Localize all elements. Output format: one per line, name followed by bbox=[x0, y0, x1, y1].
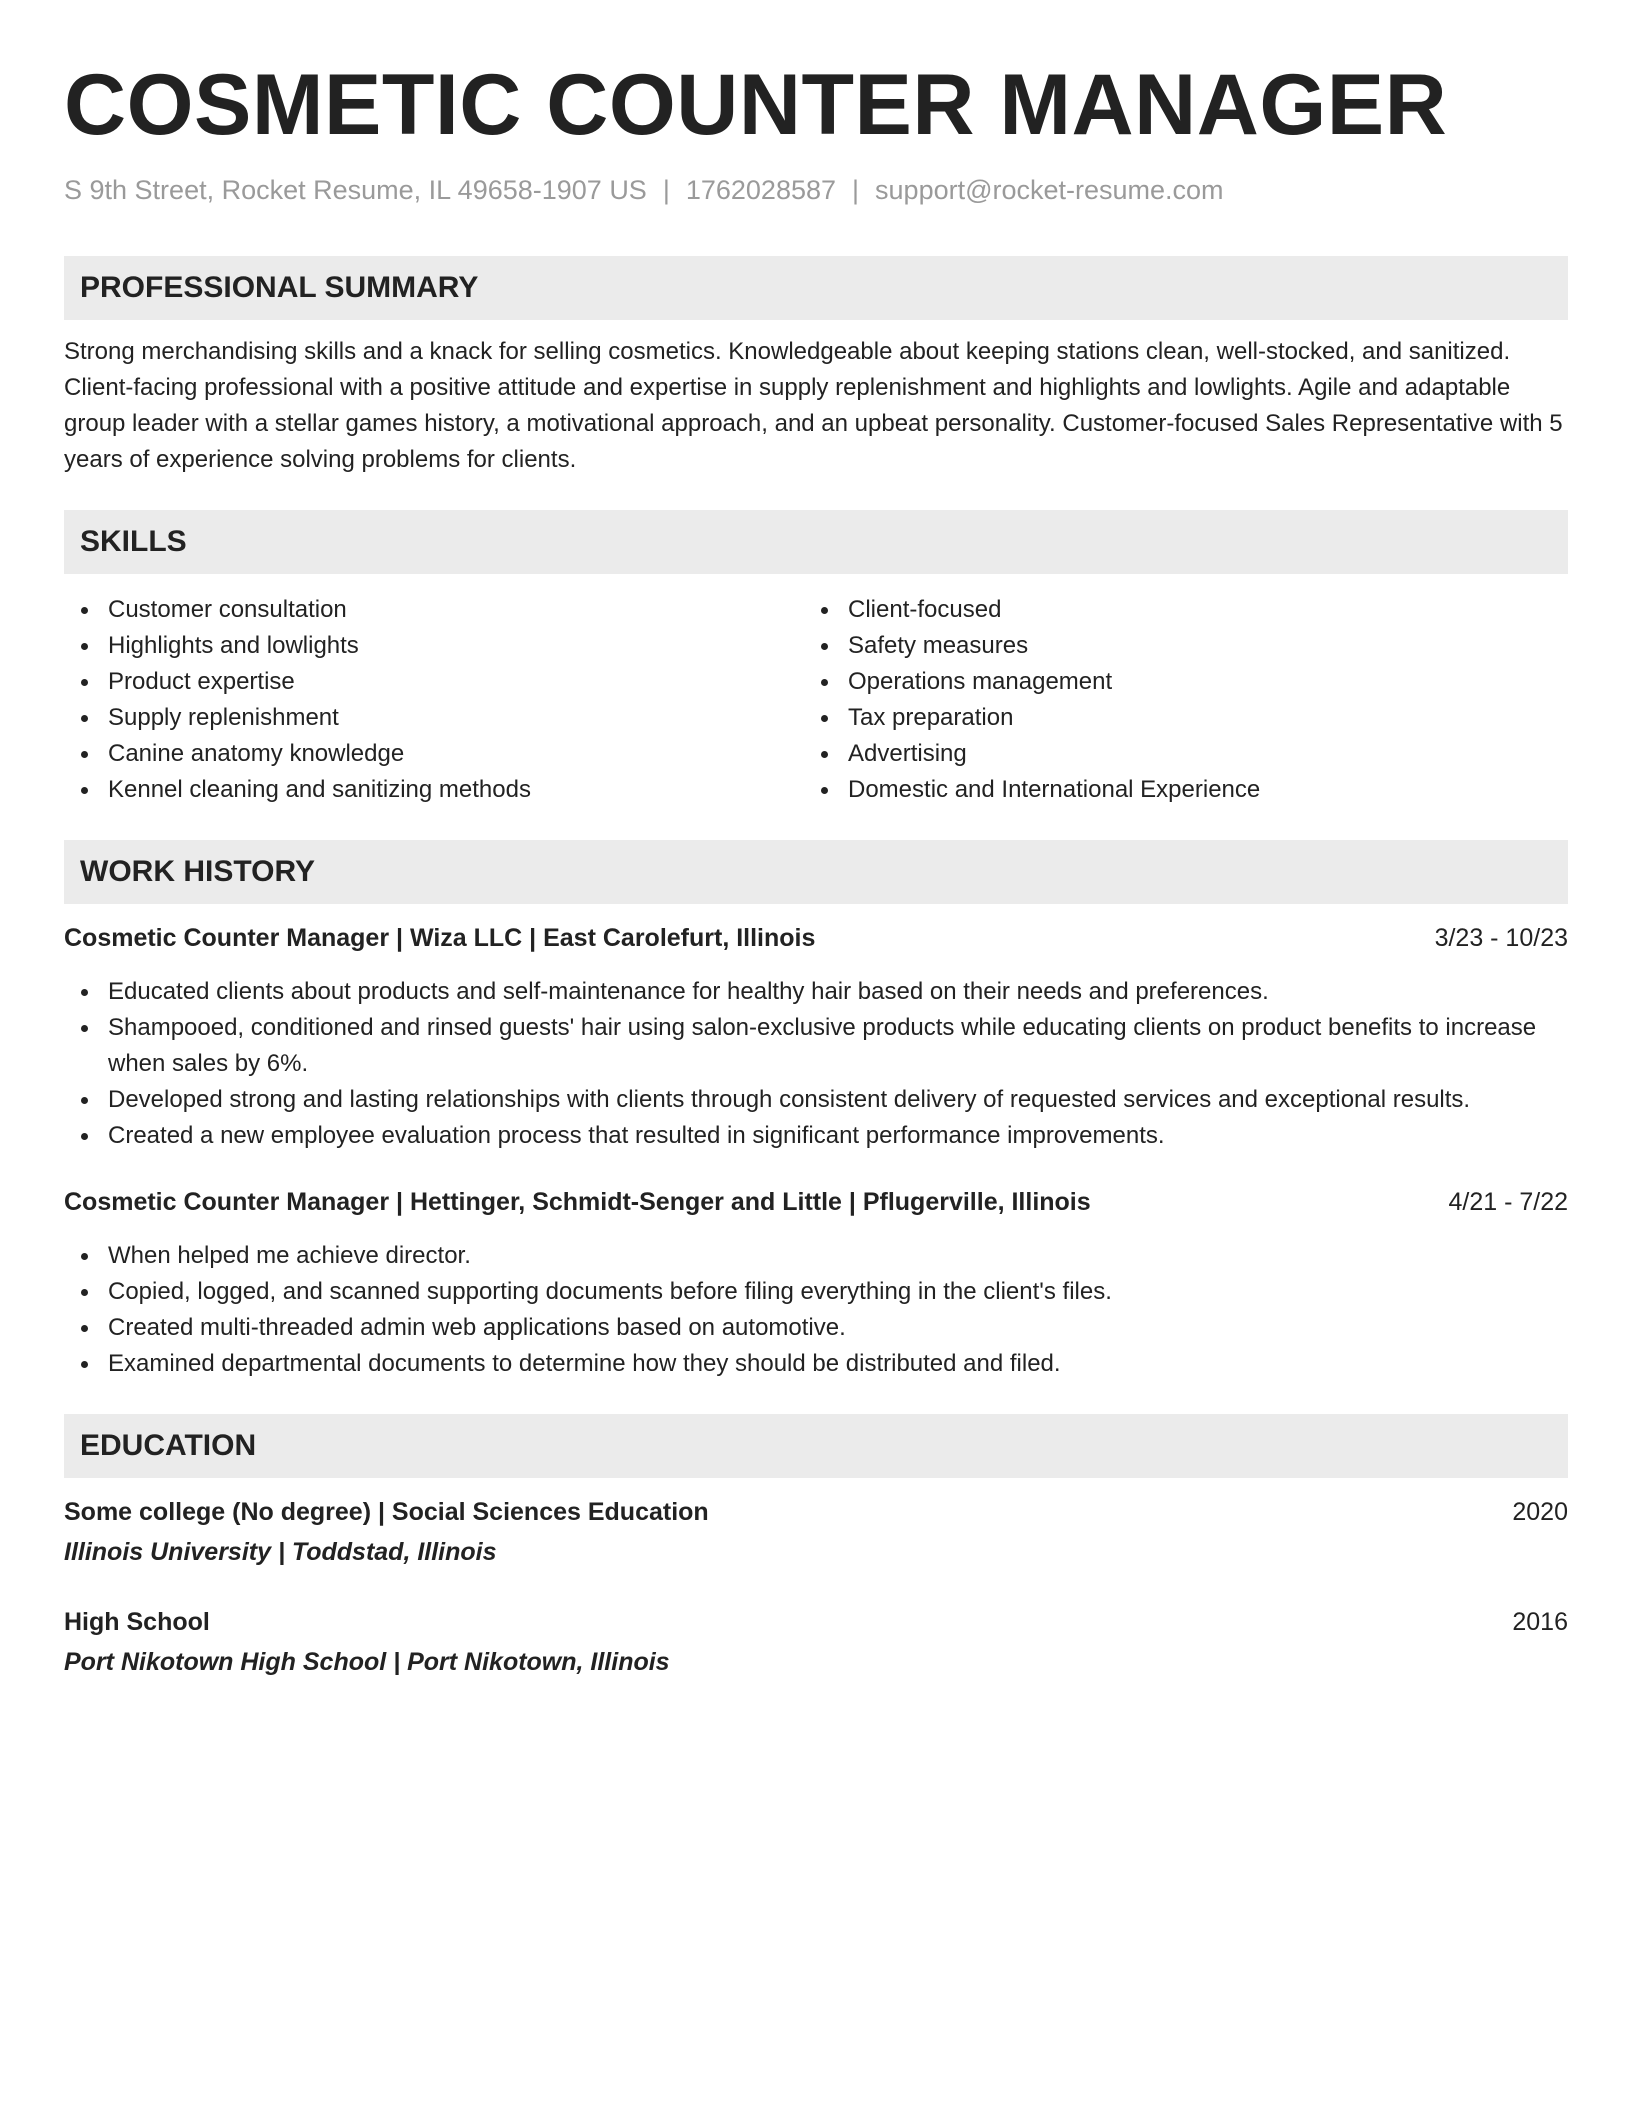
skill-item: Safety measures bbox=[804, 628, 1544, 664]
skills-section-header: SKILLS bbox=[64, 510, 1568, 574]
skills-grid bbox=[64, 592, 1568, 808]
skill-item: Supply replenishment bbox=[64, 700, 804, 736]
job-bullets bbox=[64, 1238, 1568, 1382]
job-bullet: Created a new employee evaluation process that resulted in significant performance improvements. bbox=[64, 1118, 1568, 1154]
skill-item: Highlights and lowlights bbox=[64, 628, 804, 664]
skill-item: Tax preparation bbox=[804, 700, 1544, 736]
job-title: Cosmetic Counter Manager | Hettinger, Schmidt-Senger and Little | Pflugerville, Illinois bbox=[64, 1188, 1091, 1216]
contact-address: S 9th Street, Rocket Resume, IL 49658-1907 US bbox=[64, 175, 647, 205]
education-heading-row bbox=[64, 1604, 1568, 1640]
contact-phone: 1762028587 bbox=[685, 175, 837, 205]
job-bullet: Shampooed, conditioned and rinsed guests' hair using salon-exclusive products while educating clients on product benefits to increase when sales by 6%. bbox=[64, 1010, 1568, 1082]
skill-item: Advertising bbox=[804, 736, 1544, 772]
skill-item: Kennel cleaning and sanitizing methods bbox=[64, 772, 804, 808]
resume-page bbox=[64, 52, 1568, 1680]
skill-item: Operations management bbox=[804, 664, 1544, 700]
education-year: 2016 bbox=[1512, 1608, 1568, 1636]
education-school: Port Nikotown High School | Port Nikotown, Illinois bbox=[64, 1648, 670, 1676]
job-entry bbox=[64, 920, 1568, 1154]
work-history-section-header: WORK HISTORY bbox=[64, 840, 1568, 904]
education-entry bbox=[64, 1494, 1568, 1570]
education-degree: Some college (No degree) | Social Sciences Education bbox=[64, 1498, 709, 1526]
skill-item: Customer consultation bbox=[64, 592, 804, 628]
skills-column-left bbox=[64, 592, 804, 808]
education-school: Illinois University | Toddstad, Illinois bbox=[64, 1538, 497, 1566]
job-bullet: Created multi-threaded admin web applications based on automotive. bbox=[64, 1310, 1568, 1346]
job-heading-row bbox=[64, 920, 1568, 956]
job-bullet: Copied, logged, and scanned supporting documents before filing everything in the client's files. bbox=[64, 1274, 1568, 1310]
contact-line bbox=[64, 172, 1568, 208]
education-entry bbox=[64, 1604, 1568, 1680]
summary-section-header: PROFESSIONAL SUMMARY bbox=[64, 256, 1568, 320]
education-section-header: EDUCATION bbox=[64, 1414, 1568, 1478]
job-title: Cosmetic Counter Manager | Wiza LLC | East Carolefurt, Illinois bbox=[64, 924, 816, 952]
job-dates: 3/23 - 10/23 bbox=[1434, 924, 1568, 952]
job-bullet: Examined departmental documents to determine how they should be distributed and filed. bbox=[64, 1346, 1568, 1382]
contact-separator: | bbox=[852, 175, 860, 205]
skill-item: Canine anatomy knowledge bbox=[64, 736, 804, 772]
job-dates: 4/21 - 7/22 bbox=[1448, 1188, 1568, 1216]
summary-text: Strong merchandising skills and a knack for selling cosmetics. Knowledgeable about keeping stations clean, well-stocked, and sanitized. Client-facing professional with a positive attitude and expertise in supply replenishment and highlights and lowlights. Agile and adaptable group leader with a stellar games history, a motivational approach, and an upbeat personality. Customer-focused Sales Representative with 5 years of experience solving problems for clients. bbox=[64, 338, 1563, 473]
education-heading-row bbox=[64, 1494, 1568, 1530]
job-entry bbox=[64, 1184, 1568, 1382]
education-year: 2020 bbox=[1512, 1498, 1568, 1526]
skills-column-right bbox=[804, 592, 1544, 808]
contact-separator: | bbox=[662, 175, 670, 205]
skill-item: Client-focused bbox=[804, 592, 1544, 628]
job-bullet: When helped me achieve director. bbox=[64, 1238, 1568, 1274]
skill-item: Domestic and International Experience bbox=[804, 772, 1544, 808]
job-heading-row bbox=[64, 1184, 1568, 1220]
job-bullet: Educated clients about products and self-maintenance for healthy hair based on their needs and preferences. bbox=[64, 974, 1568, 1010]
skill-item: Product expertise bbox=[64, 664, 804, 700]
resume-name-title: COSMETIC COUNTER MANAGER bbox=[64, 57, 1448, 153]
job-bullet: Developed strong and lasting relationships with clients through consistent delivery of requested services and exceptional results. bbox=[64, 1082, 1568, 1118]
contact-email: support@rocket-resume.com bbox=[875, 175, 1224, 205]
education-degree: High School bbox=[64, 1608, 210, 1636]
job-bullets bbox=[64, 974, 1568, 1154]
